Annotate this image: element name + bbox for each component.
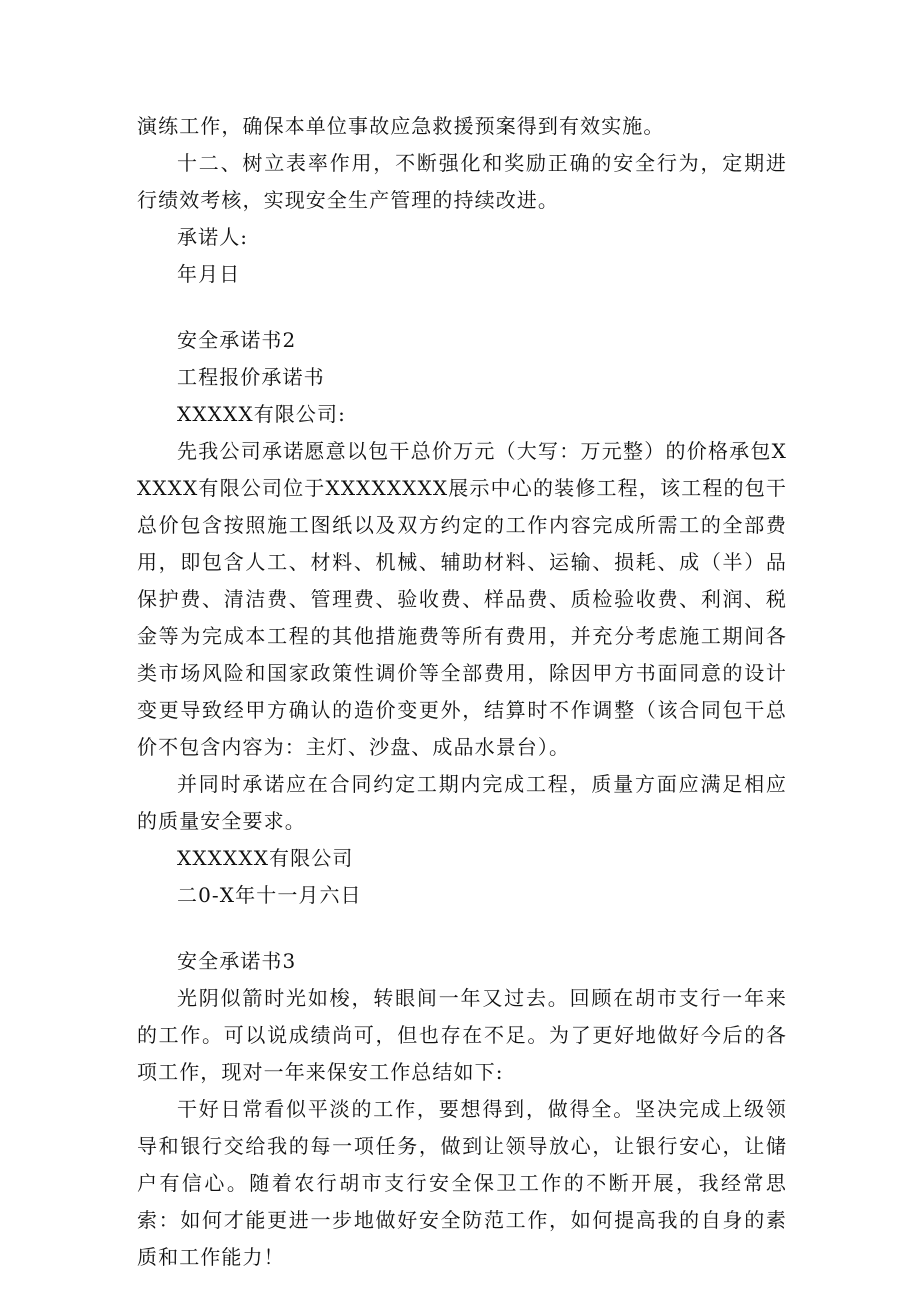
document-subtitle-quote-commitment: 工程报价承诺书 xyxy=(177,365,325,389)
paragraph-item-twelve: 十二、树立表率作用，不断强化和奖励正确的安全行为，定期进行绩效考核，实现安全生产管理的持续改进。 xyxy=(137,151,787,212)
paragraph-year-review: 光阴似箭时光如梭，转眼间一年又过去。回顾在胡市支行一年来的工作。可以说成绩尚可，但也存在不足。为了更好地做好今后的各项工作，现对一年来保安工作总结如下: xyxy=(137,986,787,1084)
section-gap xyxy=(137,914,787,943)
date-line: 年月日 xyxy=(177,262,241,286)
paragraph-schedule-commitment: 并同时承诺应在合同约定工期内完成工程，质量方面应满足相应的质量安全要求。 xyxy=(137,772,787,833)
document-body xyxy=(137,108,787,1276)
signature-company: XXXXXX有限公司 xyxy=(177,846,354,870)
signature-date: 二0-X年十一月六日 xyxy=(177,883,362,907)
section-title-2: 安全承诺书2 xyxy=(177,328,297,352)
addressee: XXXXX有限公司: xyxy=(177,402,346,426)
paragraph-daily-work: 干好日常看似平淡的工作，要想得到，做得全。坚决完成上级领导和银行交给我的每一项任务，做到让领导放心，让银行安心，让储户有信心。随着农行胡市支行安全保卫工作的不断开展，我经常思索：如何才能更进一步地做好安全防范工作，如何提高我的自身的素质和工作能力！ xyxy=(137,1097,787,1269)
section-gap xyxy=(137,293,787,322)
promisor-label: 承诺人: xyxy=(177,225,249,249)
section-title-3: 安全承诺书3 xyxy=(177,949,297,973)
paragraph-drill-work: 演练工作，确保本单位事故应急救援预案得到有效实施。 xyxy=(137,114,665,138)
paragraph-price-commitment: 先我公司承诺愿意以包干总价万元（大写：万元整）的价格承包XXXXX有限公司位于XXXXXXXX展示中心的装修工程，该工程的包干总价包含按照施工图纸以及双方约定的工作内容完成所需工的全部费用，即包含人工、材料、机械、辅助材料、运输、损耗、成（半）品保护费、清洁费、管理费、验收费、样品费、质检验收费、利润、税金等为完成本工程的其他措施费等所有费用，并充分考虑施工期间各类市场风险和国家政策性调价等全部费用，除因甲方书面同意的设计变更导致经甲方确认的造价变更外，结算时不作调整（该合同包干总价不包含内容为：主灯、沙盘、成品水景台）。 xyxy=(137,439,787,759)
